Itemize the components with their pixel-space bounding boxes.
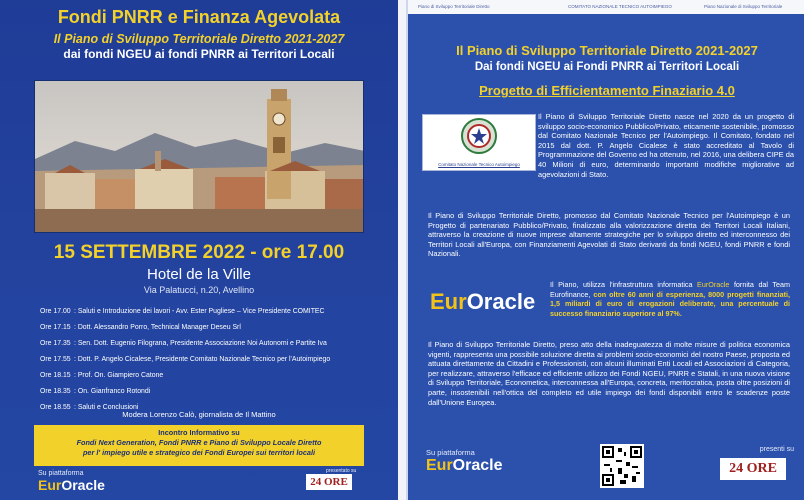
program-item: Ore 17.55 : Dott. P. Angelo Cicalese, Presidente Comitato Nazionale Tecnico per l'Autoimpiego <box>40 356 331 363</box>
strip-logo-right: Piano Nazionale di Sviluppo Territoriale <box>704 4 783 9</box>
presented-label: presenti su <box>759 446 794 453</box>
left-poster <box>0 0 398 500</box>
poster-subtitle-2: dai fondi NGEU ai fondi PNRR ai Territori Locali <box>63 47 335 61</box>
info-box <box>34 425 364 466</box>
event-date: 15 SETTEMBRE 2022 - ore 17.00 <box>53 242 345 263</box>
poster-title: Fondi PNRR e Finanza Agevolata <box>57 7 341 27</box>
moderator: Modera Lorenzo Calò, giornalista de Il Mattino <box>122 410 276 419</box>
logo-strip <box>408 0 804 14</box>
sole24ore-logo: 24 ORE <box>306 474 352 490</box>
right-title: Il Piano di Sviluppo Territoriale Diretto 2021-2027 <box>456 43 758 58</box>
event-venue: Hotel de la Ville <box>147 266 251 283</box>
program-item: Ore 17.15 : Dott. Alessandro Porro, Technical Manager Deseu Srl <box>40 324 241 331</box>
strip-logo-mid: COMITATO NAZIONALE TECNICO AUTOIMPIEGO <box>568 4 672 9</box>
poster-subtitle: Il Piano di Sviluppo Territoriale Diretto 2021-2027 <box>53 32 345 46</box>
right-subtitle: Dai fondi NGEU ai Fondi PNRR ai Territori Locali <box>474 61 740 73</box>
euroracle-logo-large: EurOracle <box>430 289 536 314</box>
committee-emblem <box>422 114 536 171</box>
platform-label: Su piattaforma <box>426 448 475 457</box>
clock-tower-image <box>35 81 364 233</box>
city-photo <box>34 80 364 233</box>
project-title: Progetto di Efficientamento Finaziario 4.0 <box>479 83 735 98</box>
platform-label: Su piattaforma <box>38 470 84 477</box>
info-box-title: Incontro Informativo su <box>158 428 240 437</box>
qr-code[interactable] <box>600 444 644 488</box>
program-item: Ore 17.35 : Sen. Dott. Eugenio Filograna, Presidente Associazione Noi Autonomi e Partite Iva <box>40 340 327 347</box>
program-item: Ore 18.35 : On. Gianfranco Rotondi <box>40 388 151 395</box>
emblem-icon <box>423 115 535 157</box>
paragraph-4: Il Piano di Sviluppo Territoriale Diretto, preso atto della inadeguatezza di molte misure di politica economica vigenti, rappresenta una possibile soluzione diretta ai problemi socio-economici del nostro Paese, proposta ed attuata direttamente da Cittadini e Professionisti, con alcuni illuminati Enti Locali ed Associazioni di Categoria, per realizzare, attraverso l'efficace ed efficiente utilizzo dei Fondi NGEU, PNRR e Statali, in una nuova visione di Sviluppo Territoriale, Econometica, interconnessa all'Europa, concreta, meritocratica, posta oltre posizioni di parte, insostenibili nell'ottica del completo ed utile impiego dei fondi disponibili entro le scadenze poste dall'Unione Europea. <box>428 340 790 407</box>
emblem-caption: Comitato Nazionale Tecnico Autoimpiego <box>438 162 520 167</box>
euroracle-logo-bottom: EurOracle <box>426 457 503 474</box>
program-item: Ore 17.00 : Saluti e Introduzione dei lavori - Avv. Ester Pugliese – Vice Presidente COMITEC <box>40 308 325 315</box>
info-box-line: Fondi Next Generation, Fondi PNRR e Piano di Sviluppo Locale Diretto <box>76 438 322 447</box>
paragraph-1: Il Piano di Sviluppo Territoriale Diretto nasce nel 2020 da un progetto di sviluppo socio-economico Pubblico/Privato, eticamente sostenibile, promosso dal Comitato Nazionale Tecnico per l'Autoimpiego. Il Comitato, fondato nel 2015 dal dott. P. Angelo Cicalese è stato accreditato al Tavolo di Programmazione del Governo ed ha ottenuto, nel 2016, una delibera CIPE da 40 Milioni di euro, determinando importanti modifiche migliorative ad agevolazioni di Stato. <box>538 112 794 179</box>
qr-code-icon <box>602 446 642 486</box>
strip-logo-left: Piano di Sviluppo Territoriale Diretto <box>418 4 490 9</box>
event-address: Via Palatucci, n.20, Avellino <box>143 285 255 295</box>
poster-divider <box>398 0 406 500</box>
sole24ore-logo: 24 ORE <box>720 458 786 480</box>
presented-label: presentato su <box>326 468 357 474</box>
paragraph-2: Il Piano di Sviluppo Territoriale Diretto, promosso dal Comitato Nazionale Tecnico per l'Autoimpiego è un Progetto di partenariato Pubblico/Privato, finalizzato alla valorizzazione diretta dei Territori Locali Italiani, attraverso la creazione di nuove imprese altamente strategiche per lo sviluppo diretto ed interconnesso dei Territori Locali all'Europa, con Finanziamenti Agevolati di Stato derivanti da fondi NGEU, fondi PNRR e fondi Nazionali. <box>428 211 790 259</box>
paragraph-3: Il Piano, utilizza l'infrastruttura informatica EurOracle fornita dal Team Eurofinance, con oltre 60 anni di esperienza, 8000 progetti finanziati, 1,5 miliardi di euro di erogazioni deliberate, una percentuale di successo finanziario superiore al 97%. <box>550 280 790 318</box>
program-list <box>40 304 380 416</box>
right-poster <box>406 0 804 500</box>
program-item: Ore 18.15 : Prof. On. Giampiero Catone <box>40 372 164 379</box>
info-box-line: per l' impiego utile e strategico dei Fondi Europei sui territori locali <box>82 448 316 457</box>
euroracle-logo: EurOracle <box>38 477 105 493</box>
program-item: Ore 18.55 : Saluti e Conclusioni <box>40 404 139 411</box>
